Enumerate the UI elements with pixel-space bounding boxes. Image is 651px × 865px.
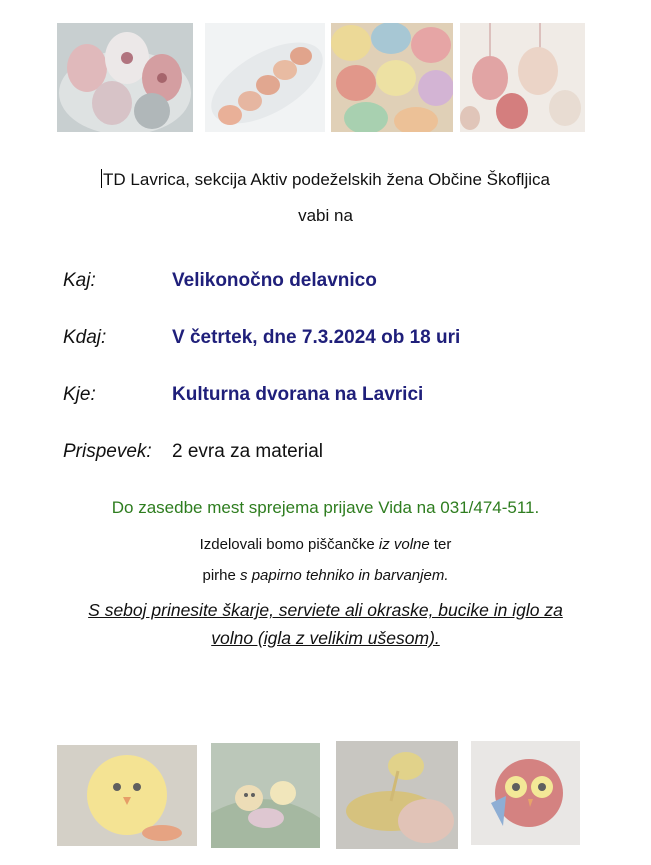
organizer-text: TD Lavrica, sekcija Aktiv podeželskih žena Občine Škofljica [103,170,550,189]
bring-line-2: volno (igla z velikim ušesom). [211,628,440,648]
signup-text: Do zasedbe mest sprejema prijave Vida na 031/474-511. [111,498,540,517]
activities-line-2 [0,567,651,584]
fee-label: Prispevek: [63,441,152,462]
activities-line-2-b: s papirno tehniko in barvanjem. [240,567,449,584]
photo-colorful-eggs [331,23,453,132]
activities-line-1-b: iz volne [378,536,430,553]
fee-value: 2 evra za material [172,441,324,462]
activities-line-1 [0,536,651,553]
text-cursor [101,169,102,188]
photo-hanging-eggs [460,23,585,132]
photo-chicks-in-grass [211,743,320,848]
photo-yarn-owl [471,741,580,845]
activities-line-2-a: pirhe [202,567,241,584]
photo-yarn-chick [57,745,197,846]
when-label: Kdaj: [63,327,107,348]
invites-text: vabi na [298,206,353,225]
photo-painted-eggs-bowl [57,23,193,132]
organizer-line [0,169,651,190]
when-value: V četrtek, dne 7.3.2024 ob 18 uri [172,327,461,348]
bring-text [40,596,611,652]
activities-line-1-c: ter [429,536,452,553]
photo-eggs-glass-dish [205,23,325,132]
activities-line-1-a: Izdelovali bomo piščančke [199,536,379,553]
bring-line-1: S seboj prinesite škarje, serviete ali okraske, bucike in iglo za [88,600,563,620]
what-value: Velikonočno delavnico [172,270,377,291]
where-label: Kje: [63,384,96,405]
photo-yarn-making [336,741,458,849]
where-value: Kulturna dvorana na Lavrici [172,384,424,405]
what-label: Kaj: [63,270,96,291]
